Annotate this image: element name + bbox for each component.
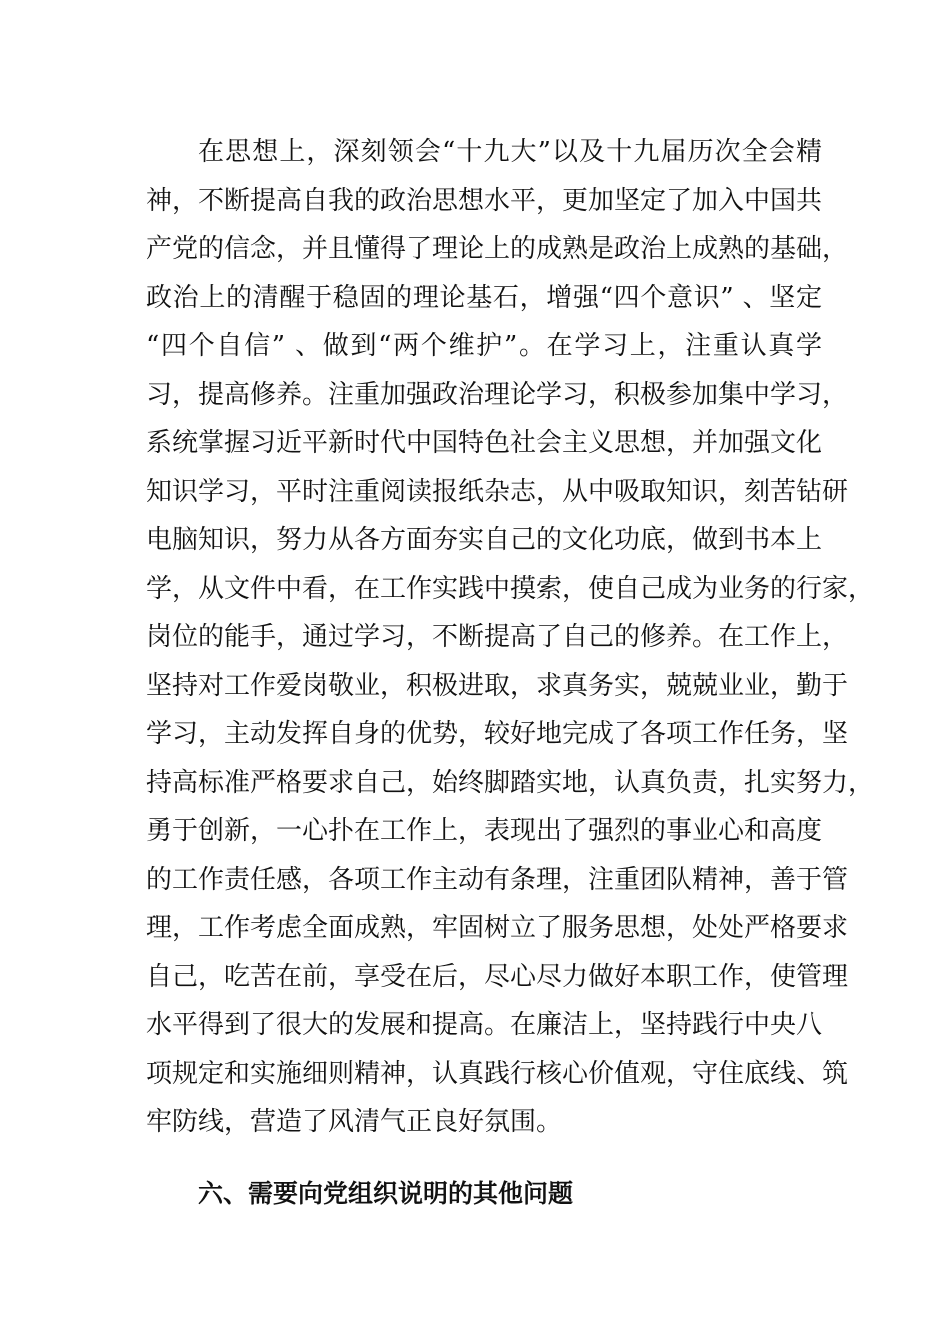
paragraph-line: 水平得到了很大的发展和提高。在廉洁上，坚持践行中央八 xyxy=(146,1010,823,1040)
paragraph-line: 电脑知识，努力从各方面夯实自己的文化功底，做到书本上 xyxy=(146,525,823,555)
paragraph-line: 持高标准严格要求自己，始终脚踏实地，认真负责，扎实努力， xyxy=(146,767,875,798)
paragraph-line: 神，不断提高自我的政治思想水平，更加坚定了加入中国共 xyxy=(146,185,823,216)
paragraph-line: 系统掌握习近平新时代中国特色社会主义思想，并加强文化 xyxy=(146,428,823,458)
paragraph-line: 项规定和实施细则精神，认真践行核心价值观，守住底线、筑 xyxy=(146,1058,849,1089)
paragraph-line: 政治上的清醒于稳固的理论基石，增强“四个意识” 、坚定 xyxy=(146,282,822,313)
paragraph-line: 理，工作考虑全面成熟，牢固树立了服务思想，处处严格要求 xyxy=(146,913,849,943)
paragraph-line: 牢防线，营造了风清气正良好氛围。 xyxy=(146,1107,563,1137)
paragraph-line: 产党的信念，并且懂得了理论上的成熟是政治上成熟的基础， xyxy=(146,234,849,264)
paragraph-line: 学习，主动发挥自身的优势，较好地完成了各项工作任务，坚 xyxy=(146,719,849,749)
paragraph-line: 知识学习，平时注重阅读报纸杂志，从中吸取知识，刻苦钻研 xyxy=(146,476,849,507)
paragraph-line: 岗位的能手，通过学习，不断提高了自己的修养。在工作上， xyxy=(146,622,849,652)
paragraph-line: 学，从文件中看，在工作实践中摸索，使自己成为业务的行家， xyxy=(146,573,875,604)
paragraph-line: “四个自信” 、做到“两个维护”。在学习上，注重认真学 xyxy=(146,331,822,361)
paragraph-line: 的工作责任感，各项工作主动有条理，注重团队精神，善于管 xyxy=(146,864,849,895)
body-paragraph xyxy=(146,128,875,1147)
paragraph-line: 在思想上，深刻领会“十九大”以及十九届历次全会精 xyxy=(198,137,822,167)
paragraph-line: 习，提高修养。注重加强政治理论学习，积极参加集中学习， xyxy=(146,379,849,410)
paragraph-line: 坚持对工作爱岗敬业，积极进取，求真务实，兢兢业业，勤于 xyxy=(146,670,849,701)
section-heading: 六、需要向党组织说明的其他问题 xyxy=(198,1179,574,1208)
paragraph-line: 勇于创新，一心扑在工作上，表现出了强烈的事业心和高度 xyxy=(146,816,823,846)
paragraph-line: 自己，吃苦在前，享受在后，尽心尽力做好本职工作，使管理 xyxy=(146,961,849,992)
